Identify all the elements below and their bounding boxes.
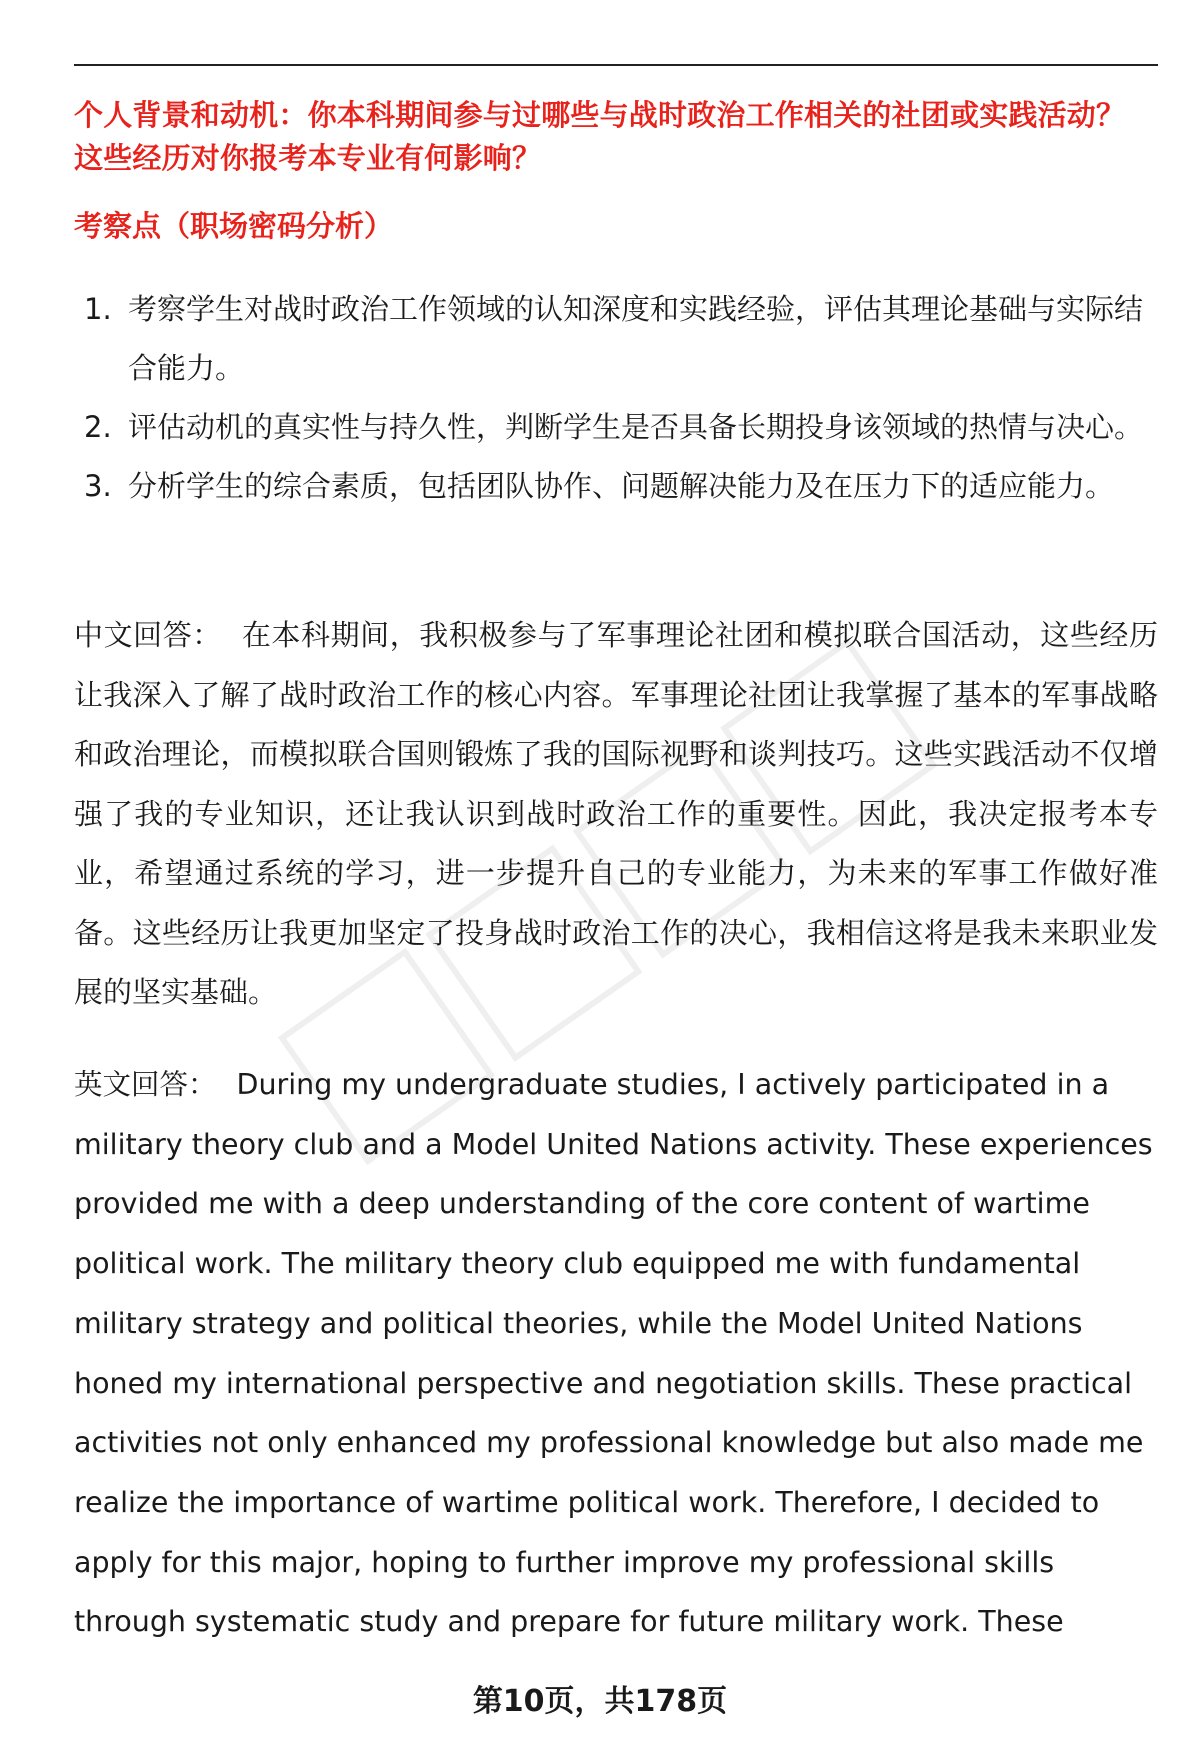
page-number-footer: 第10页，共178页	[472, 1684, 728, 1719]
list-item-text: 评估动机的真实性与持久性，判断学生是否具备长期投身该领域的热情与决心。	[128, 410, 1144, 444]
english-answer-label: 英文回答：	[74, 1068, 217, 1101]
english-answer	[74, 1055, 1158, 1652]
english-answer-text: During my undergraduate studies, I actively participated in a military theory club and a Model United Nations activity. These experiences provided me with a deep understanding of the core content of wartime political work. The military theory club equipped me with fundamental military strategy and political theories, while the Model United Nations honed my international perspective and negotiation skills. These practical activities not only enhanced my professional knowledge but also made me realize the importance of wartime political work. Therefore, I decided to apply for this major, hoping to further improve my professional skills through systematic study and prepare for future military work. These	[74, 1068, 1153, 1639]
list-item-text: 考察学生对战时政治工作领域的认知深度和实践经验，评估其理论基础与实际结合能力。	[128, 292, 1144, 385]
list-item-number: 2.	[84, 410, 112, 444]
chinese-answer	[74, 606, 1158, 1023]
list-item-text: 分析学生的综合素质，包括团队协作、问题解决能力及在压力下的适应能力。	[128, 469, 1115, 503]
question-heading: 个人背景和动机：你本科期间参与过哪些与战时政治工作相关的社团或实践活动？这些经历对你报考本专业有何影响？	[74, 98, 1126, 175]
list-item-number: 3.	[84, 469, 112, 503]
list-item	[74, 398, 1158, 457]
chinese-answer-label: 中文回答：	[74, 618, 222, 652]
assessment-points-list	[74, 280, 1158, 516]
section-title: 考察点（职场密码分析）	[74, 209, 394, 243]
list-item-number: 1.	[84, 292, 112, 326]
top-divider	[74, 64, 1158, 66]
chinese-answer-text: 在本科期间，我积极参与了军事理论社团和模拟联合国活动，这些经历让我深入了解了战时政治工作的核心内容。军事理论社团让我掌握了基本的军事战略和政治理论，而模拟联合国则锻炼了我的国际视野和谈判技巧。这些实践活动不仅增强了我的专业知识，还让我认识到战时政治工作的重要性。因此，我决定报考本专业，希望通过系统的学习，进一步提升自己的专业能力，为未来的军事工作做好准备。这些经历让我更加坚定了投身战时政治工作的决心，我相信这将是我未来职业发展的坚实基础。	[74, 618, 1158, 1009]
list-item	[74, 280, 1158, 398]
list-item	[74, 457, 1158, 516]
